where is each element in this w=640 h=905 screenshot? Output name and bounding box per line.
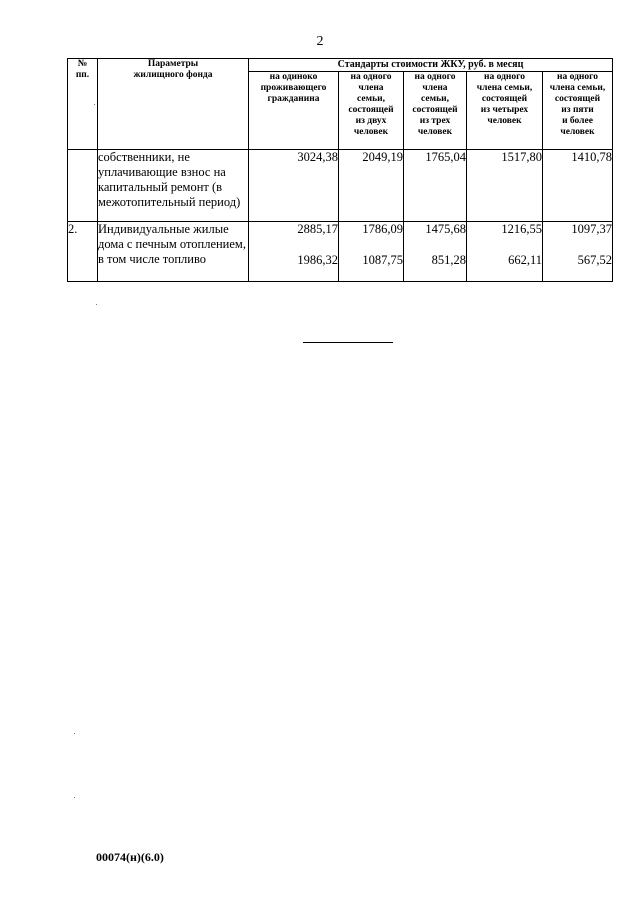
header-cost-standards: Стандарты стоимости ЖКУ, руб. в месяц bbox=[249, 59, 613, 72]
header-parameters: Параметры жилищного фонда bbox=[98, 59, 249, 150]
table-row bbox=[68, 222, 613, 282]
value-sub: 1087,75 bbox=[362, 253, 403, 267]
value-main: 1786,09 bbox=[362, 222, 403, 236]
value-main: 1097,37 bbox=[571, 222, 612, 236]
header-col-two: на одного члена семьи, состоящей из двух человек bbox=[339, 72, 404, 150]
page-number: 2 bbox=[316, 34, 324, 49]
value-main: 2885,17 bbox=[297, 222, 338, 236]
value-cell: 1410,78 bbox=[543, 150, 613, 222]
value-cell bbox=[467, 222, 543, 282]
header-col-three: на одного члена семьи, состоящей из трех человек bbox=[404, 72, 467, 150]
value-main: 1475,68 bbox=[425, 222, 466, 236]
value-main: 1216,55 bbox=[501, 222, 542, 236]
row-parameter-main: Индивидуальные жилые дома с печным отоплением, bbox=[98, 222, 246, 251]
row-number: 2. bbox=[68, 222, 98, 282]
header-col-five: на одного члена семьи, состоящей из пяти и более человек bbox=[543, 72, 613, 150]
row-number bbox=[68, 150, 98, 222]
table-header-row bbox=[68, 59, 613, 72]
value-sub: 567,52 bbox=[577, 253, 612, 267]
scan-speck bbox=[94, 104, 95, 105]
value-cell bbox=[543, 222, 613, 282]
value-cell bbox=[404, 222, 467, 282]
scan-speck bbox=[96, 304, 97, 305]
header-no: № пп. bbox=[68, 59, 98, 150]
value-cell: 3024,38 bbox=[249, 150, 339, 222]
row-parameter: собственники, не уплачивающие взнос на капитальный ремонт (в межотопительный период) bbox=[98, 150, 249, 222]
value-cell bbox=[339, 222, 404, 282]
value-cell: 2049,19 bbox=[339, 150, 404, 222]
header-col-single: на одиноко проживающего гражданина bbox=[249, 72, 339, 150]
header-col-four: на одного члена семьи, состоящей из четырех человек bbox=[467, 72, 543, 150]
value-cell bbox=[249, 222, 339, 282]
scan-speck bbox=[74, 797, 75, 798]
value-sub: 851,28 bbox=[431, 253, 466, 267]
scan-speck bbox=[74, 733, 75, 734]
divider-line bbox=[303, 342, 393, 343]
row-parameter bbox=[98, 222, 249, 282]
table-row bbox=[68, 150, 613, 222]
document-code: 00074(н)(6.0) bbox=[96, 850, 164, 864]
value-cell: 1765,04 bbox=[404, 150, 467, 222]
value-sub: 1986,32 bbox=[297, 253, 338, 267]
value-sub: 662,11 bbox=[508, 253, 542, 267]
housing-cost-table bbox=[67, 58, 613, 282]
row-parameter-sub: в том числе топливо bbox=[98, 252, 207, 266]
value-cell: 1517,80 bbox=[467, 150, 543, 222]
